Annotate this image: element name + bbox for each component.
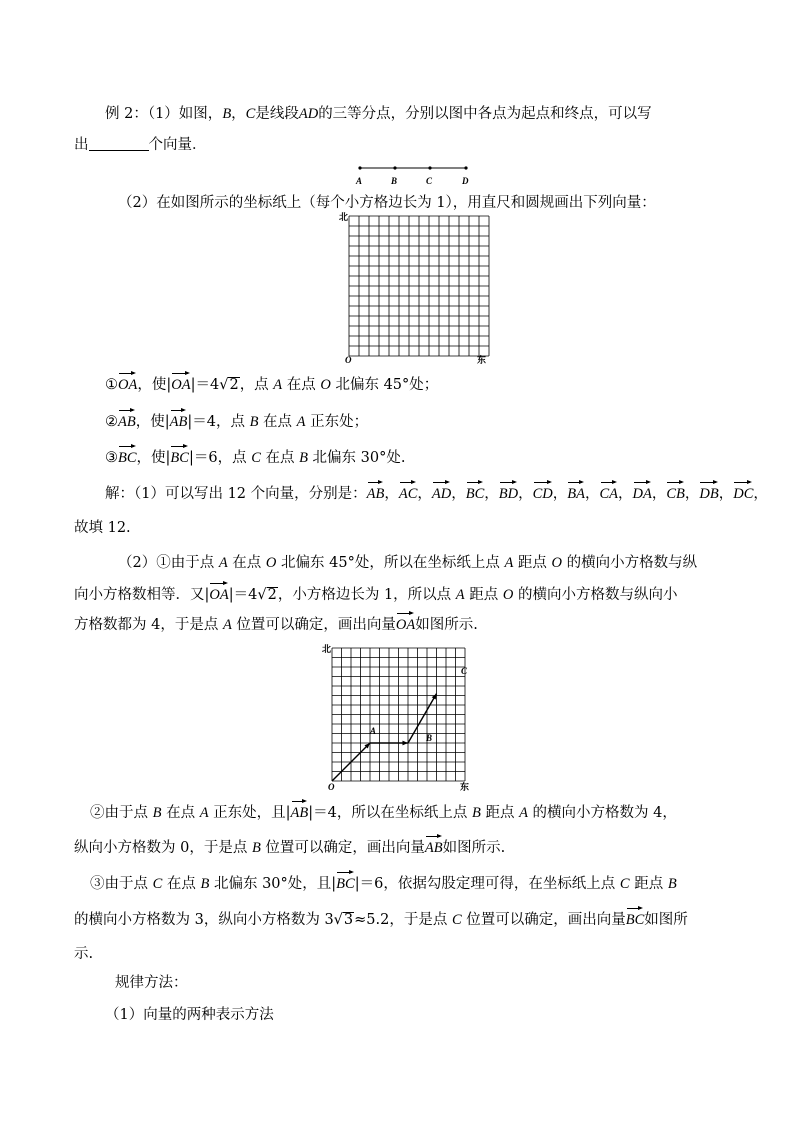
solution-fill: 故填 12. bbox=[74, 520, 131, 536]
grid2-east-label: 东 bbox=[460, 782, 470, 792]
segment-figure bbox=[350, 160, 480, 190]
method-item-1: （1）向量的两种表示方法 bbox=[105, 1007, 274, 1023]
sol4-line-3: 示. bbox=[74, 946, 94, 962]
coordinate-grid-1 bbox=[333, 208, 493, 368]
sol3-line-2: 纵向小方格数为 0，于是点 B 位置可以确定，画出向量AB如图所示. bbox=[74, 836, 505, 858]
vector-item: BD bbox=[499, 482, 518, 504]
grid1-north-label: 北 bbox=[339, 212, 349, 222]
part2-text: （2）在如图所示的坐标纸上（每个小方格边长为 1），用直尺和圆规画出下列向量： bbox=[118, 195, 656, 211]
grid2-north-label: 北 bbox=[322, 644, 332, 654]
vector-item: DB bbox=[699, 482, 718, 504]
vector-item: CA bbox=[600, 482, 619, 504]
segment-label-c: C bbox=[426, 176, 433, 186]
grid2-origin-label: O bbox=[328, 782, 335, 792]
sol2-line-3: 方格数都为 4，于是点 A 位置可以确定，画出向量OA如图所示. bbox=[74, 613, 478, 635]
grid1-origin-label: O bbox=[345, 355, 352, 365]
item-2: ②AB，使|AB|＝4，点 B 在点 A 正东处； bbox=[105, 410, 368, 432]
item-1: ①OA，使|OA|＝4√2，点 A 在点 O 北偏东 45°处； bbox=[105, 373, 438, 395]
vector-item: AB bbox=[367, 482, 385, 504]
vector-item: CD bbox=[533, 482, 553, 504]
vector-list: AB，AC，AD，BC，BD，CD，BA，CA，DA，CB，DB，DC， bbox=[367, 486, 768, 502]
coordinate-grid-2 bbox=[320, 640, 480, 795]
sol4-line-2: 的横向小方格数为 3，纵向小方格数为 3√3≈5.2，于是点 C 位置可以确定，画出向量BC如图所 bbox=[74, 908, 688, 930]
vector-bc bbox=[408, 694, 437, 743]
vector-item: DC bbox=[733, 482, 753, 504]
grid1-east-label: 东 bbox=[477, 355, 487, 365]
example-line-1: 例 2：（1）如图，B，C是线段AD的三等分点，分别以图中各点为起点和终点，可以写 bbox=[105, 106, 652, 122]
segment-label-b: B bbox=[391, 176, 398, 186]
solution-line-1: 解：（1）可以写出 12 个向量，分别是：AB，AC，AD，BC，BD，CD，BA，CA，DA，CB，DB，DC， bbox=[105, 482, 768, 504]
vector-item: DA bbox=[633, 482, 652, 504]
method-title: 规律方法： bbox=[115, 975, 188, 991]
segment-label-d: D bbox=[462, 176, 469, 186]
sol3-line-1: ②由于点 B 在点 A 正东处，且|AB|＝4，所以在坐标纸上点 B 距点 A 的横向小方格数为 4， bbox=[90, 801, 677, 823]
sol4-line-1: ③由于点 C 在点 B 北偏东 30°处，且|BC|＝6，依据勾股定理可得，在坐标纸上点 C 距点 B bbox=[90, 872, 677, 894]
point-a-label: A bbox=[370, 726, 377, 736]
point-b-label: B bbox=[426, 733, 433, 743]
sol2-line-1: （2）①由于点 A 在点 O 北偏东 45°处，所以在坐标纸上点 A 距点 O 的横向小方格数与纵 bbox=[118, 555, 698, 571]
vector-item: BA bbox=[567, 482, 585, 504]
point-c-label: C bbox=[461, 666, 468, 676]
sol2-line-2: 向小方格数相等．又|OA|＝4√2，小方格边长为 1，所以点 A 距点 O 的横向小方格数与纵向小 bbox=[74, 583, 677, 605]
vector-item: AC bbox=[399, 482, 418, 504]
vector-item: AD bbox=[432, 482, 451, 504]
item-3: ③BC，使|BC|＝6，点 C 在点 B 北偏东 30°处. bbox=[105, 446, 405, 468]
answer-blank bbox=[89, 135, 149, 151]
vector-item: BC bbox=[466, 482, 485, 504]
vector-item: CB bbox=[666, 482, 685, 504]
segment-label-a: A bbox=[356, 176, 363, 186]
vector-ab-head bbox=[402, 741, 408, 746]
example-line-2: 出 个向量． bbox=[74, 137, 207, 153]
